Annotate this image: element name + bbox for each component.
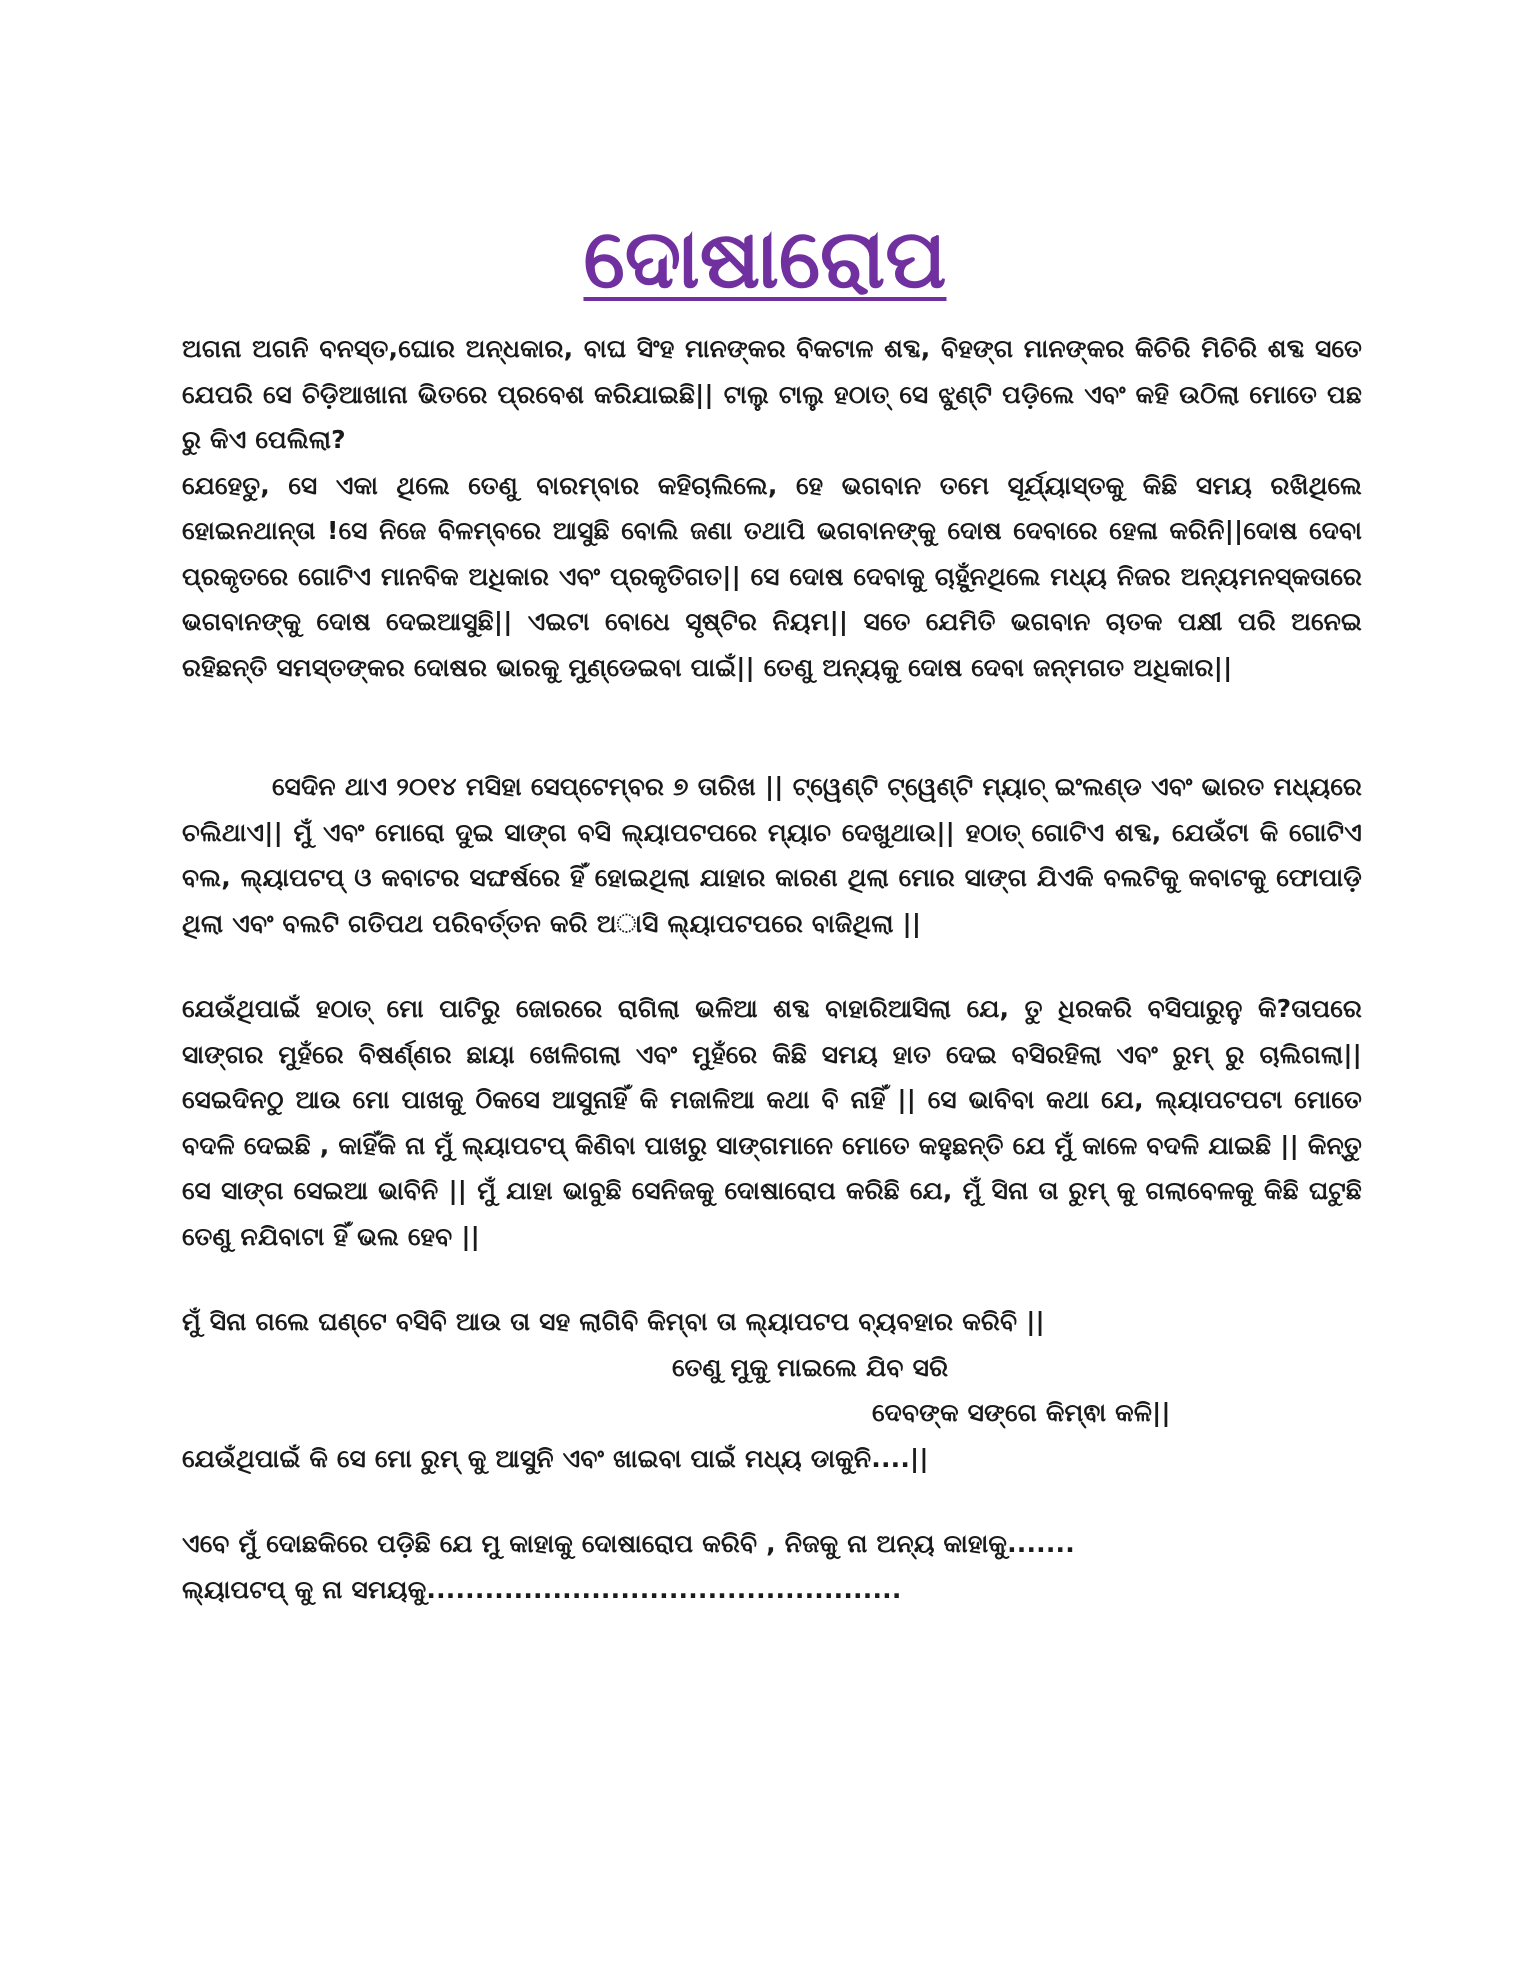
paragraph-spacer xyxy=(182,690,1362,736)
paragraph-7: ଏବେ ମୁଁ ଦୋଛକିରେ ପଡ଼ିଛି ଯେ ମୁ କାହାକୁ ଦୋଷାରୋପ କରିବି , ନିଜକୁ ନା ଅନ୍ୟ କାହାକୁ....... xyxy=(182,1529,1075,1558)
paragraph-spacer xyxy=(182,946,1362,986)
paragraph-4: ଯେଉଁଥିପାଇଁ ହଠାତ୍ ମୋ ପାଟିରୁ ଜୋରରେ ରାଗିଲା ଭଳିଆ ଶବ୍ଦ ବାହାରିଆସିଲା ଯେ, ତୁ ଧିରକରି ବସିପାରୁନୁ କି?ତାପରେ ସାଙ୍ଗର ମୁହଁରେ ବିଷର୍ଣ୍ଣର ଛାୟା ଖେଳିଗଲା ଏବଂ ମୁହଁରେ କିଛି ସମୟ ହାତ ଦେଇ ବସିରହିଲା ଏବଂ ରୁମ୍ ରୁ ଚାଲିଗଲା|| ସେଇଦିନଠୁ ଆଉ ମୋ ପାଖକୁ ଠିକସେ ଆସୁନାହିଁ କି ମଜାଳିଆ କଥା ବି ନାହିଁ || ସେ ଭାବିବା କଥା ଯେ, ଲ୍ୟାପଟପଟା ମୋତେ ବଦଳି ଦେଇଛି , କାହିଁକି ନା ମୁଁ ଲ୍ୟାପଟପ୍ କିଣିବା ପାଖରୁ ସାଙ୍ଗମାନେ ମୋତେ କହୁଛନ୍ତି ଯେ ମୁଁ କାଳେ ବଦଳି ଯାଇଛି || କିନ୍ତୁ ସେ ସାଙ୍ଗ ସେଇଆ ଭାବିନି || ମୁଁ ଯାହା ଭାବୁଛି ସେନିଜକୁ ଦୋଷାରୋପ କରିଛି ଯେ, ମୁଁ ସିନା ତା ରୁମ୍ କୁ ଗଲାବେଳକୁ କିଛି ଘଟୁଛି ତେଣୁ ନଯିବାଟା ହିଁ ଭଲ ହେବ || xyxy=(182,994,1362,1251)
paragraph-6: ଯେଉଁଥିପାଇଁ କି ସେ ମୋ ରୁମ୍ କୁ ଆସୁନି ଏବଂ ଖାଇବା ପାଇଁ ମଧ୍ୟ ଡାକୁନି....|| xyxy=(182,1443,929,1473)
paragraph-1: ଅଗନା ଅଗନି ବନସ୍ତ,ଘୋର ଅନ୍ଧକାର, ବାଘ ସିଂହ ମାନଙ୍କର ବିକଟାଳ ଶବ୍ଦ, ବିହଙ୍ଗ ମାନଙ୍କର କିଚିରି ମିଚିରି ଶବ୍ଦ ସତେ ଯେପରି ସେ ଚିଡ଼ିଆଖାନା ଭିତରେ ପ୍ରବେଶ କରିଯାଇଛି|| ଟାଲୁ ଟାଲୁ ହଠାତ୍ ସେ ଝୁଣ୍ଟି ପଡ଼ିଲେ ଏବଂ କହି ଉଠିଲା ମୋତେ ପଛ ରୁ କିଏ ପେଲିଲା? xyxy=(182,334,1362,454)
verse-line-2: ଦେବଙ୍କ ସଙ୍ଗେ କିମ୍ଵା କଳି|| xyxy=(872,1398,1171,1427)
paragraph-3: ସେଦିନ ଥାଏ ୨୦୧୪ ମସିହା ସେପ୍ଟେମ୍ବର ୭ ତାରିଖ || ଟ୍ୱେଣ୍ଟି ଟ୍ୱେଣ୍ଟି ମ୍ୟାଚ୍ ଇଂଲଣ୍ଡ ଏବଂ ଭାରତ ମଧ୍ୟରେ ଚଲିଥାଏ|| ମୁଁ ଏବଂ ମୋରୋ ଦୁଇ ସାଙ୍ଗ ବସି ଲ୍ୟାପଟପରେ ମ୍ୟାଚ ଦେଖୁଥାଉ|| ହଠାତ୍ ଗୋଟିଏ ଶବ୍ଦ, ଯେଉଁଟା କି ଗୋଟିଏ ବଲ, ଲ୍ୟାପଟପ୍ ଓ କବାଟର ସଙ୍ଘର୍ଷରେ ହିଁ ହୋଇଥିଲା ଯାହାର କାରଣ ଥିଲା ମୋର ସାଙ୍ଗ ଯିଏକି ବଲଟିକୁ କବାଟକୁ ଫୋପାଡ଼ି ଥିଲା ଏବଂ ବଲଟି ଗତିପଥ ପରିବର୍ତ୍ତନ କରି ଅାସି ଲ୍ୟାପଟପରେ ବାଜିଥିଲା || xyxy=(182,772,1362,938)
verse-line-1: ତେଣୁ ମୁକୁ ମାଇଲେ ଯିବ ସରି xyxy=(672,1352,949,1382)
paragraph-2: ଯେହେତୁ, ସେ ଏକା ଥିଲେ ତେଣୁ ବାରମ୍ବାର କହିଚାଲିଲେ, ହେ ଭଗବାନ ତମେ ସୂର୍ଯ୍ୟାସ୍ତକୁ କିଛି ସମୟ ରଖିଥିଲେ ହୋଇନଥାନ୍ତା !ସେ ନିଜେ ବିଳମ୍ବରେ ଆସୁଛି ବୋଲି ଜଣା ତଥାପି ଭଗବାନଙ୍କୁ ଦୋଷ ଦେବାରେ ହେଳା କରିନି||ଦୋଷ ଦେବା ପ୍ରକୃତରେ ଗୋଟିଏ ମାନବିକ ଅଧିକାର ଏବଂ ପ୍ରକୃତିଗତ|| ସେ ଦୋଷ ଦେବାକୁ ଚାହୁଁନଥିଲେ ମଧ୍ୟ ନିଜର ଅନ୍ୟମନସ୍କତାରେ ଭଗବାନଙ୍କୁ ଦୋଷ ଦେଇଆସୁଛି|| ଏଇଟା ବୋଧେ ସୃଷ୍ଟିର ନିୟମ|| ସତେ ଯେମିତି ଭଗବାନ ଚାତକ ପକ୍ଷୀ ପରି ଅନେଇ ରହିଛନ୍ତି ସମସ୍ତଙ୍କର ଦୋଷର ଭାରକୁ ମୁଣ୍ଡେଇବା ପାଇଁ|| ତେଣୁ ଅନ୍ୟକୁ ଦୋଷ ଦେବା ଜନ୍ମଗତ ଅଧିକାର|| xyxy=(182,470,1362,682)
paragraph-5: ମୁଁ ସିନା ଗଲେ ଘଣ୍ଟେ ବସିବି ଆଉ ତା ସହ ଲାଗିବି କିମ୍ବା ତା ଲ୍ୟାପଟପ ବ୍ୟବହାର କରିବି || xyxy=(182,1307,1045,1336)
document-title-text: ଦୋଷାରୋପ xyxy=(583,212,947,307)
paragraph-8: ଲ୍ୟାପଟପ୍ କୁ ନା ସମୟକୁ................................................. xyxy=(182,1574,902,1604)
document-body xyxy=(182,326,1362,1612)
paragraph-spacer xyxy=(182,736,1362,764)
paragraph-spacer xyxy=(182,1481,1362,1521)
paragraph-spacer xyxy=(182,1259,1362,1299)
document-title xyxy=(0,205,1530,315)
